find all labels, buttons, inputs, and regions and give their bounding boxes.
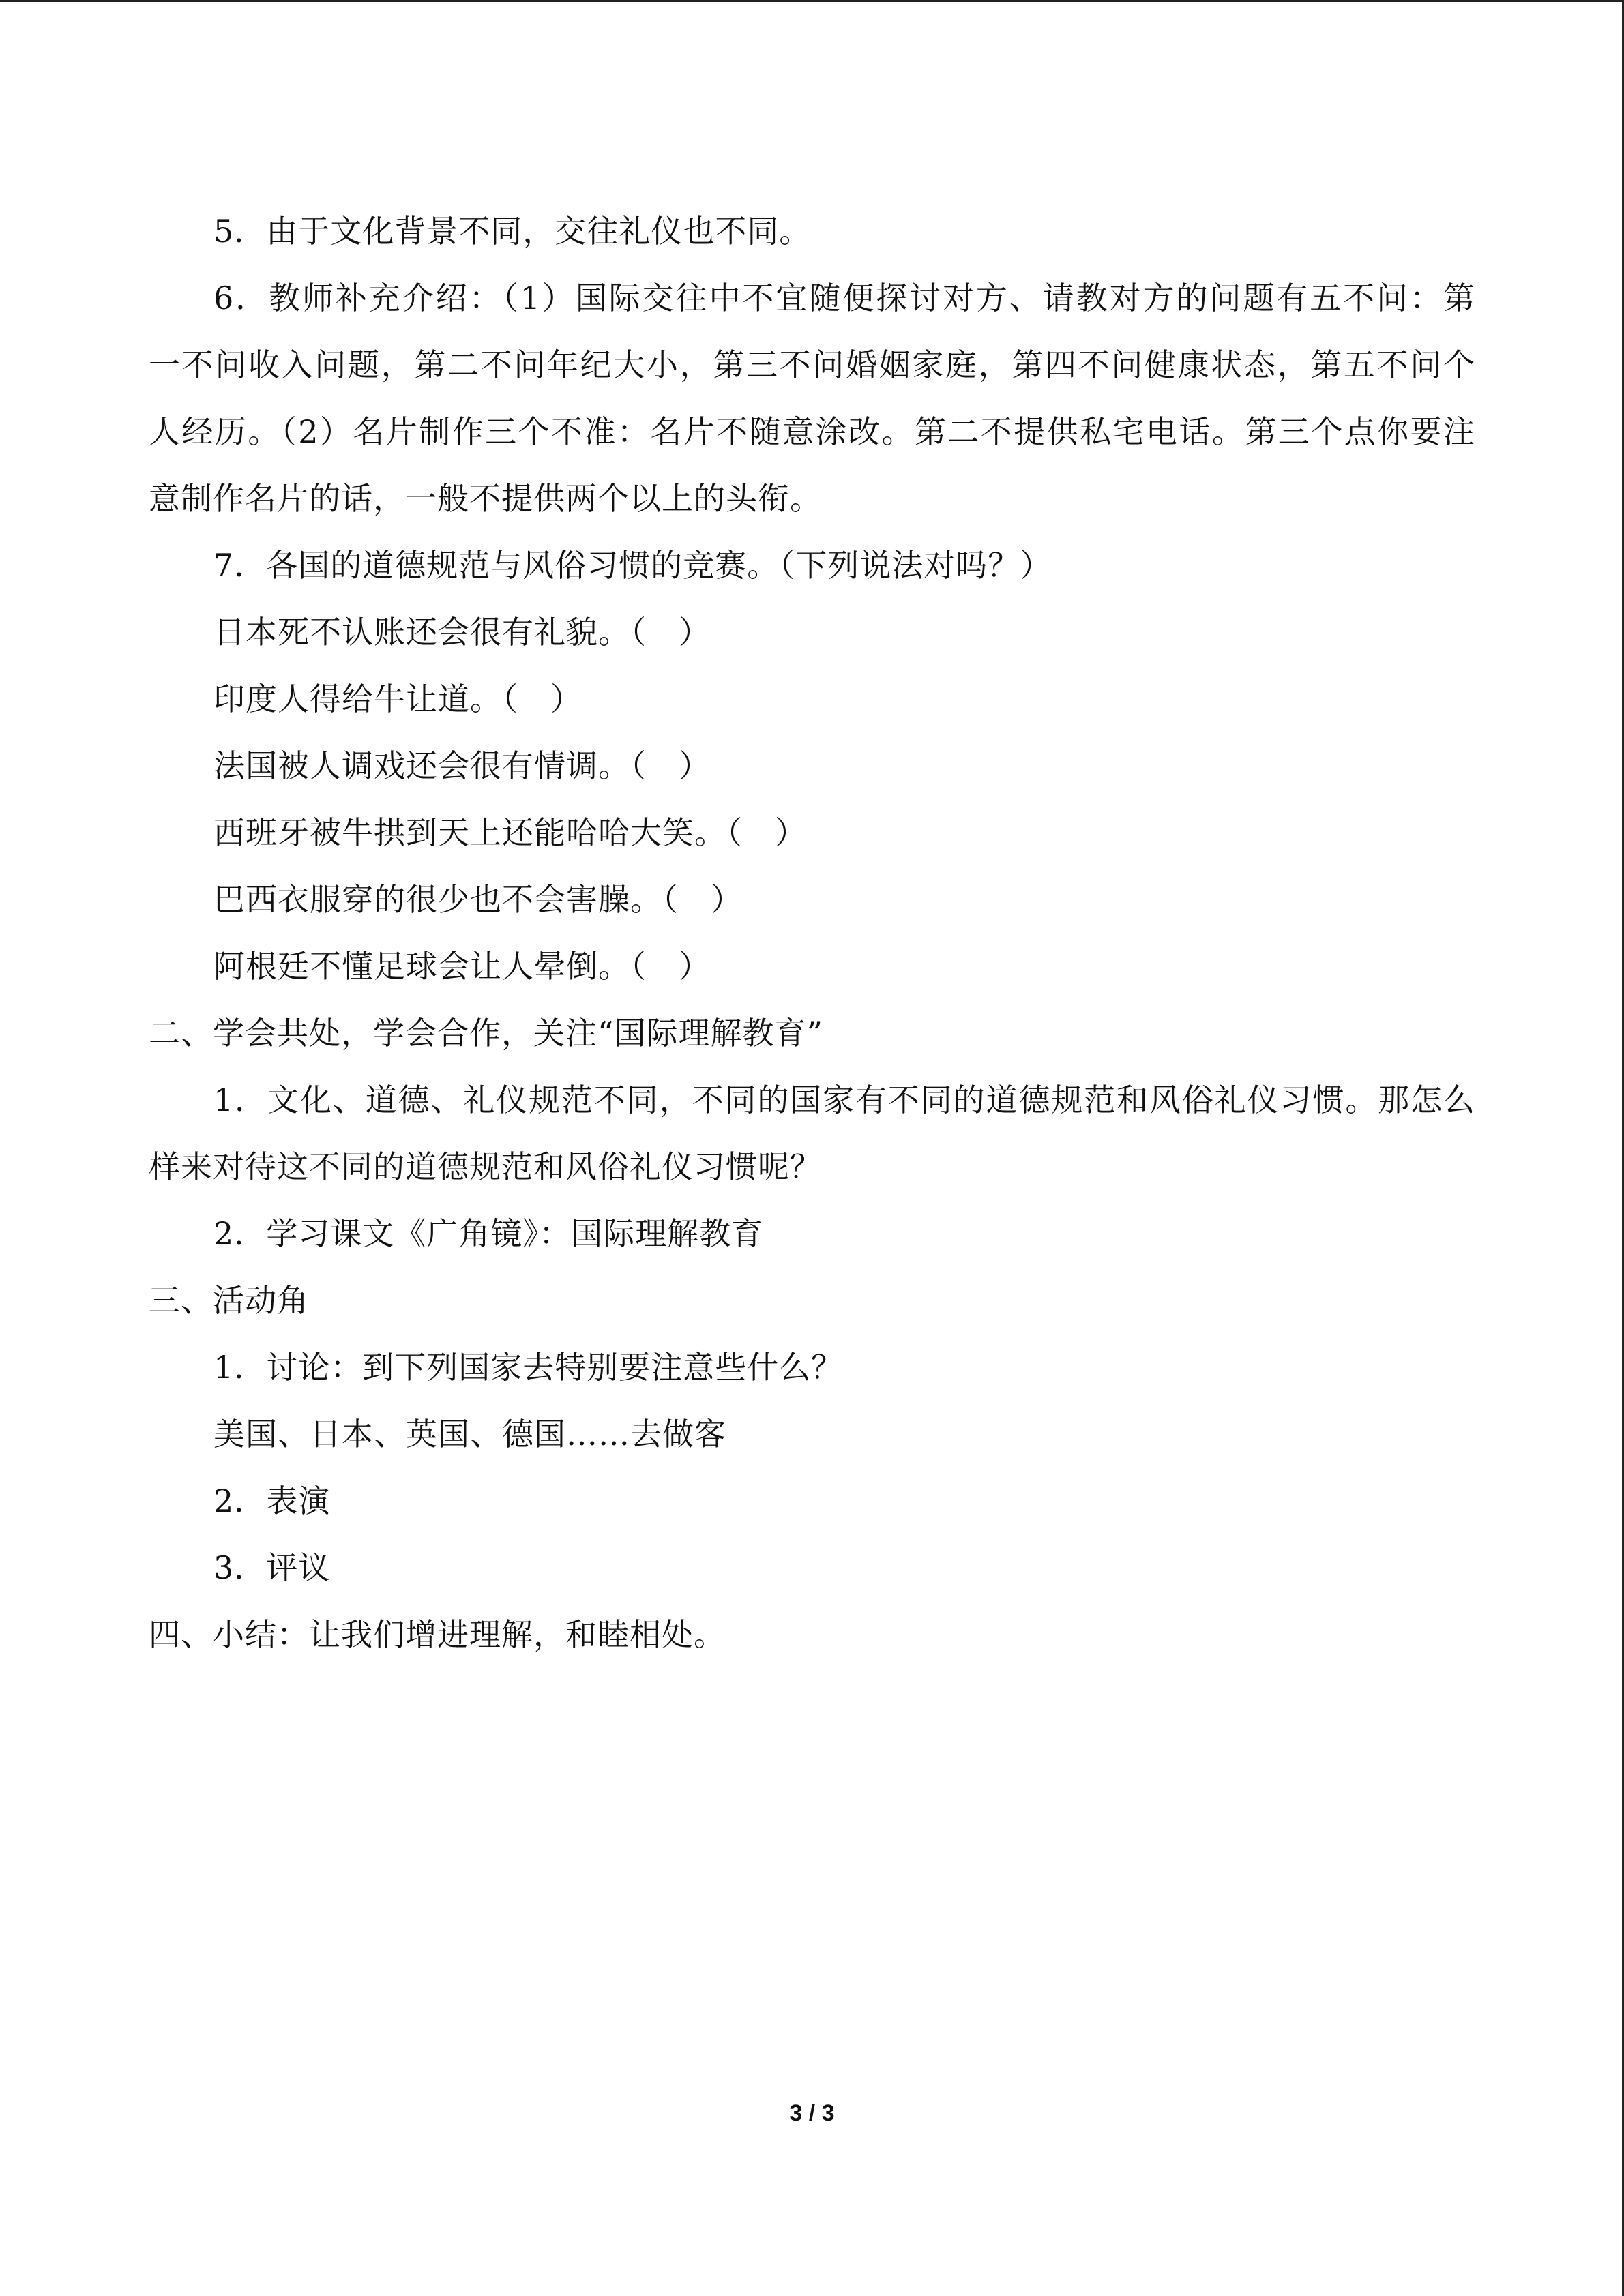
text-line: 西班牙被牛拱到天上还能哈哈大笑。（ ） — [213, 814, 807, 851]
text-line: 印度人得给牛让道。（ ） — [213, 681, 582, 717]
section-heading: 四、小结：让我们增进理解，和睦相处。 — [149, 1616, 726, 1653]
text-line: 2．学习课文《广角镜》：国际理解教育 — [213, 1215, 764, 1252]
text-line: 日本死不认账还会很有礼貌。（ ） — [213, 614, 711, 651]
text-line: 意制作名片的话，一般不提供两个以上的头衔。 — [149, 480, 822, 517]
text-line: 1．讨论：到下列国家去特别要注意些什么？ — [213, 1349, 844, 1386]
page-number: 3 / 3 — [789, 2100, 835, 2126]
text-line: 3．评议 — [213, 1549, 331, 1586]
text-line: 样来对待这不同的道德规范和风俗礼仪习惯呢？ — [149, 1148, 822, 1185]
text-line: 1．文化、道德、礼仪规范不同，不同的国家有不同的道德规范和风俗礼仪习惯。那怎么 — [213, 1082, 1475, 1118]
text-line: 人经历。（2）名片制作三个不准：名片不随意涂改。第二不提供私宅电话。第三个点你要注 — [149, 413, 1475, 450]
text-line: 阿根廷不懂足球会让人晕倒。（ ） — [213, 948, 711, 985]
section-heading: 三、活动角 — [149, 1282, 309, 1319]
section-heading: 二、学会共处，学会合作，关注“国际理解教育” — [149, 1015, 824, 1052]
text-line: 5．由于文化背景不同，交往礼仪也不同。 — [213, 213, 812, 250]
text-line: 法国被人调戏还会很有情调。（ ） — [213, 747, 711, 784]
text-line: 6．教师补充介绍：（1）国际交往中不宜随便探讨对方、请教对方的问题有五不问：第 — [213, 280, 1475, 316]
document-body — [149, 198, 1475, 1668]
text-line: 巴西衣服穿的很少也不会害臊。（ ） — [213, 881, 743, 918]
text-line: 美国、日本、英国、德国……去做客 — [213, 1416, 726, 1452]
text-line: 7．各国的道德规范与风俗习惯的竞赛。（下列说法对吗？） — [213, 547, 1052, 584]
text-line: 2．表演 — [213, 1482, 331, 1519]
text-line: 一不问收入问题，第二不问年纪大小，第三不问婚姻家庭，第四不问健康状态，第五不问个 — [149, 346, 1475, 383]
